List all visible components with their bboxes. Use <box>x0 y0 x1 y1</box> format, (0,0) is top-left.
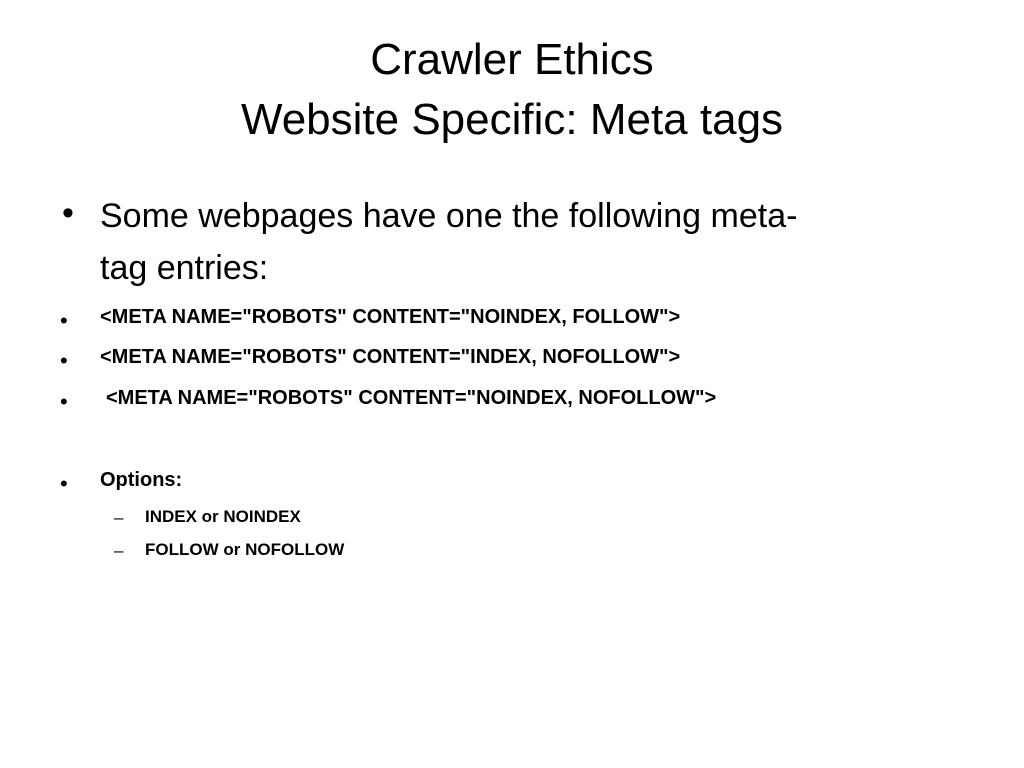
meta-tag-text: <META NAME="ROBOTS" CONTENT="NOINDEX, FOLLOW"> <box>100 306 681 328</box>
bullet-icon: • <box>60 389 68 414</box>
meta-tag-text: <META NAME="ROBOTS" CONTENT="NOINDEX, NOFOLLOW"> <box>106 387 717 409</box>
meta-tag-text: <META NAME="ROBOTS" CONTENT="INDEX, NOFOLLOW"> <box>100 346 681 368</box>
dash-icon: – <box>114 541 124 560</box>
dash-icon: – <box>114 508 124 527</box>
title-line-2: Website Specific: Meta tags <box>240 95 784 144</box>
intro-line-2: tag entries: <box>100 249 269 287</box>
bullet-icon: • <box>60 471 68 496</box>
bullet-icon: • <box>60 348 68 373</box>
bullet-icon: • <box>62 194 74 232</box>
options-label: Options: <box>100 469 183 491</box>
option-text: FOLLOW or NOFOLLOW <box>145 540 345 559</box>
intro-text <box>100 190 797 294</box>
title-line-1: Crawler Ethics <box>370 35 654 84</box>
bullet-icon: • <box>60 308 68 333</box>
intro-line-1: Some webpages have one the following meta- <box>100 197 798 235</box>
option-text: INDEX or NOINDEX <box>145 507 301 526</box>
